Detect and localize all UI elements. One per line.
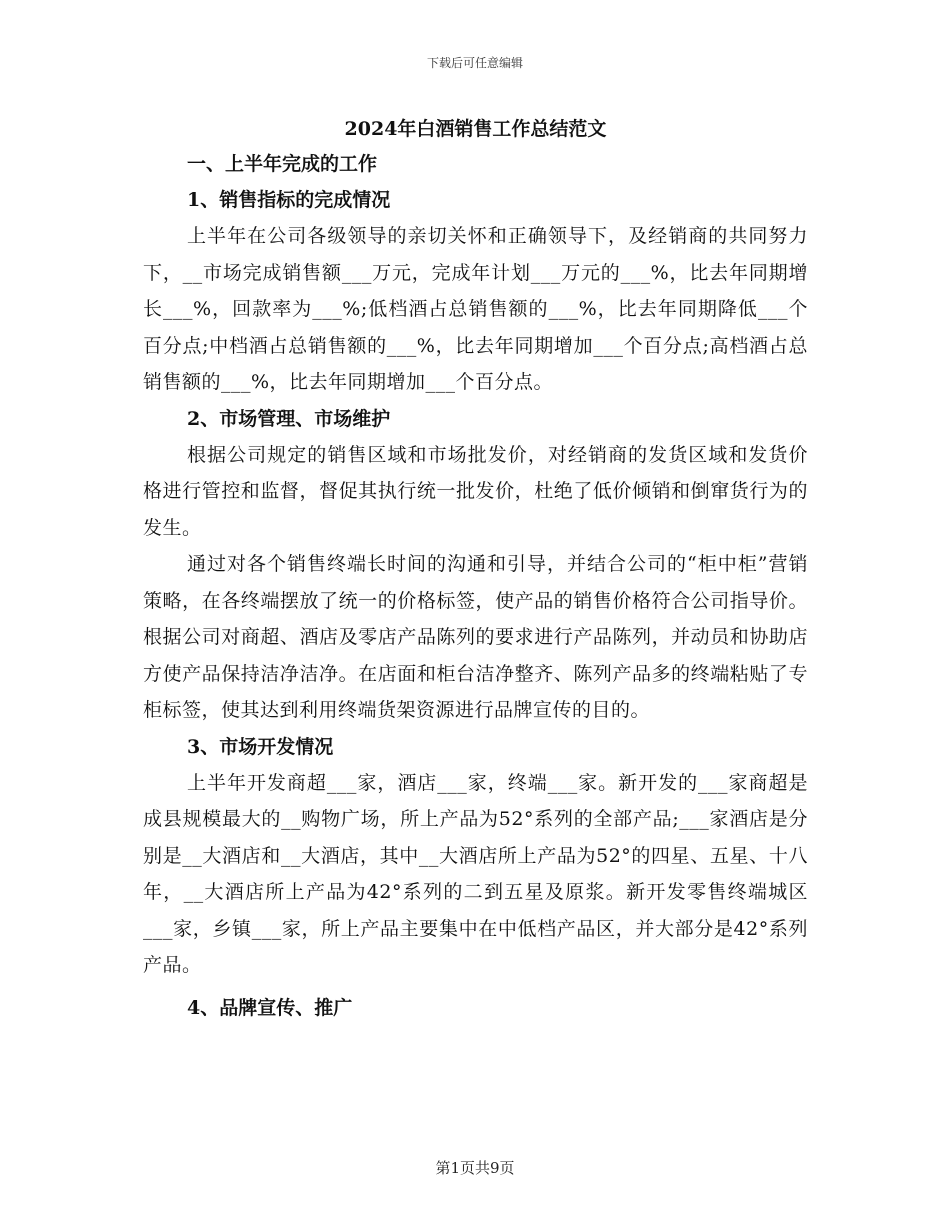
subsection-heading-3: 3、市场开发情况	[187, 735, 334, 758]
subsection-heading-1: 1、销售指标的完成情况	[187, 189, 391, 211]
paragraph-sales-targets: 上半年在公司各级领导的亲切关怀和正确领导下，及经销商的共同努力下，__市场完成销售额___万元，完成年计划___万元的___%，比去年同期增长___%，回款率为___%;低档酒占总销售额的___%，比去年同期降低___个百分点;中档酒占总销售额的___%，比去年同期增加___个百分点;高档酒占总销售额的___%，比去年同期增加___个百分点。	[143, 225, 808, 393]
document-title: 2024年白酒销售工作总结范文	[344, 118, 607, 140]
page-footer: 第1页共9页	[435, 1159, 515, 1177]
subsection-heading-4: 4、品牌宣传、推广	[187, 996, 353, 1019]
paragraph-market-development: 上半年开发商超___家，酒店___家，终端___家。新开发的___家商超是成县规模最大的__购物广场，所上产品为52°系列的全部产品;___家酒店是分别是__大酒店和__大酒店，其中__大酒店所上产品为52°的四星、五星、十八年，__大酒店所上产品为42°系列的二到五星及原浆。新开发零售终端城区___家，乡镇___家，所上产品主要集中在中低档产品区，并大部分是42°系列产品。	[143, 771, 808, 976]
paragraph-terminal-guidance: 通过对各个销售终端长时间的沟通和引导，并结合公司的“柜中柜”营销策略，在各终端摆放了统一的价格标签，使产品的销售价格符合公司指导价。根据公司对商超、酒店及零店产品陈列的要求进行产品陈列，并动员和协助店方使产品保持洁净洁净。在店面和柜台洁净整齐、陈列产品多的终端粘贴了专柜标签，使其达到利用终端货架资源进行品牌宣传的目的。	[143, 553, 808, 721]
section-heading-1: 一、上半年完成的工作	[187, 153, 378, 175]
subsection-heading-2: 2、市场管理、市场维护	[187, 407, 391, 430]
document-body	[143, 112, 808, 1026]
page-header: 下载后可任意编辑	[426, 56, 523, 70]
paragraph-market-management: 根据公司规定的销售区域和市场批发价，对经销商的发货区域和发货价格进行管控和监督，督促其执行统一批发价，杜绝了低价倾销和倒窜货行为的发生。	[143, 443, 808, 539]
